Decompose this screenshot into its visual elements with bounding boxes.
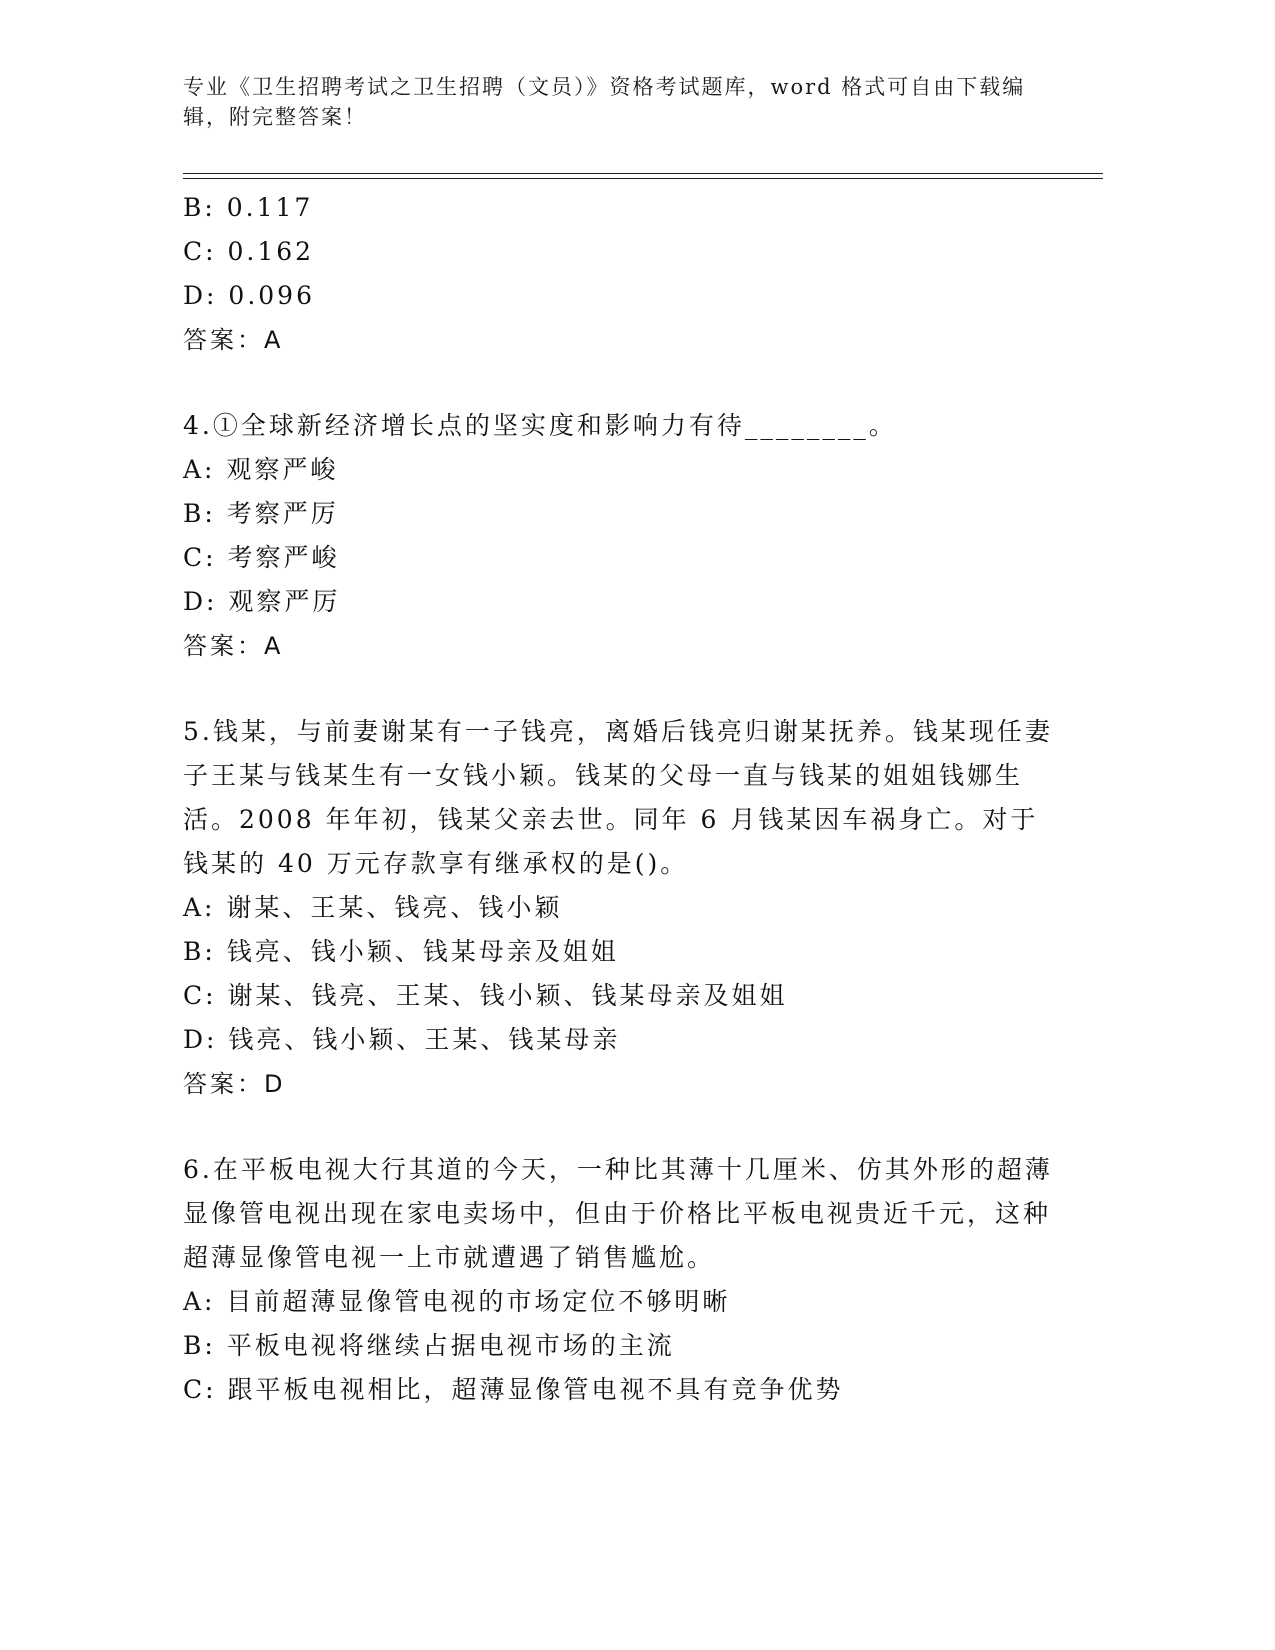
option-c: C: 跟平板电视相比，超薄显像管电视不具有竞争优势	[183, 1375, 844, 1404]
header-divider-thick	[183, 178, 1103, 179]
option-c: C: 谢某、钱亮、王某、钱小颖、钱某母亲及姐姐	[183, 981, 788, 1010]
option-d: D: 观察严厉	[183, 587, 341, 616]
option-c: C: 考察严峻	[183, 543, 340, 572]
option-b: B: 0.117	[183, 193, 314, 222]
option-d: D: 0.096	[183, 281, 315, 310]
option-b: B: 考察严厉	[183, 499, 339, 528]
option-a: A: 观察严峻	[183, 455, 339, 484]
question-5	[183, 710, 1063, 1106]
question-4	[183, 404, 1063, 668]
option-b: B: 平板电视将继续占据电视市场的主流	[183, 1331, 675, 1360]
spacer	[183, 1106, 1063, 1148]
question-3-tail	[183, 186, 1063, 362]
question-content	[183, 186, 1063, 1412]
header-divider-thin	[183, 173, 1103, 174]
answer-label: 答案：D	[183, 1070, 286, 1098]
document-header: 专业《卫生招聘考试之卫生招聘（文员）》资格考试题库，word 格式可自由下载编辑，附完整答案！	[183, 75, 1026, 129]
question-stem: 4.①全球新经济增长点的坚实度和影响力有待________。	[183, 411, 897, 440]
question-stem: 6.在平板电视大行其道的今天，一种比其薄十几厘米、仿其外形的超薄显像管电视出现在家电卖场中，但由于价格比平板电视贵近千元，这种超薄显像管电视一上市就遭遇了销售尴尬。	[183, 1155, 1053, 1272]
option-a: A: 谢某、王某、钱亮、钱小颖	[183, 893, 563, 922]
option-b: B: 钱亮、钱小颖、钱某母亲及姐姐	[183, 937, 619, 966]
spacer	[183, 668, 1063, 710]
answer-label: 答案：A	[183, 326, 284, 354]
option-d: D: 钱亮、钱小颖、王某、钱某母亲	[183, 1025, 621, 1054]
answer-label: 答案：A	[183, 632, 284, 660]
option-a: A: 目前超薄显像管电视的市场定位不够明晰	[183, 1287, 731, 1316]
question-stem: 5.钱某，与前妻谢某有一子钱亮，离婚后钱亮归谢某抚养。钱某现任妻子王某与钱某生有一女钱小颖。钱某的父母一直与钱某的姐姐钱娜生活。2008 年年初，钱某父亲去世。同年 6 月钱某因车祸身亡。对于钱某的 40 万元存款享有继承权的是()。	[183, 717, 1053, 878]
question-6	[183, 1148, 1063, 1412]
option-c: C: 0.162	[183, 237, 315, 266]
spacer	[183, 362, 1063, 404]
